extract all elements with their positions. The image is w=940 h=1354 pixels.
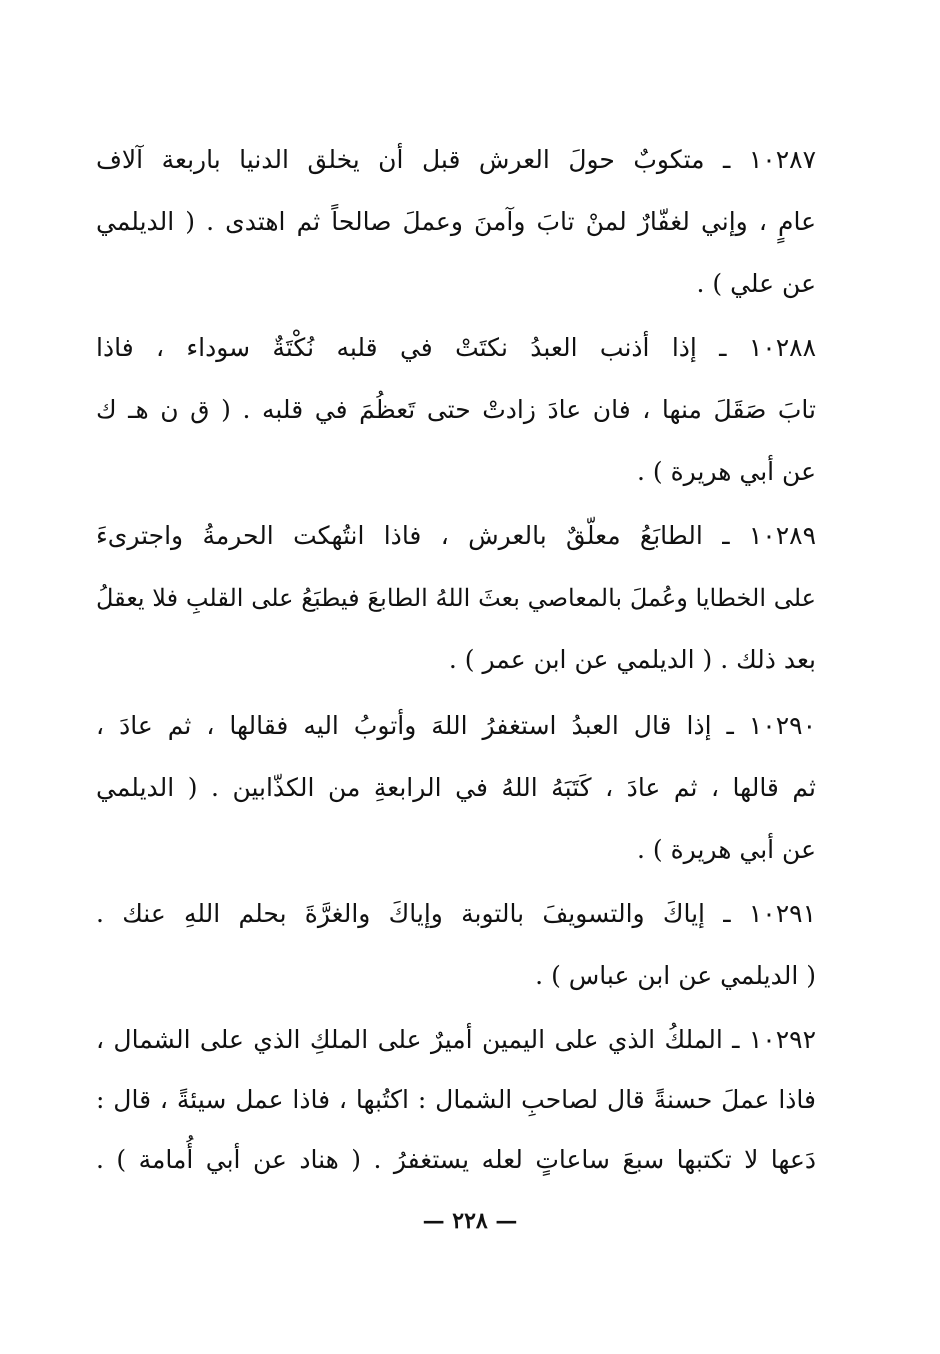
hadith-10292-line-3: دَعها لا تكتبها سبعَ ساعاتٍ لعله يستغفرُ . ( هناد عن أبي أُمامة ) . <box>96 1145 816 1174</box>
hadith-10287-line-2: عامٍ ، وإني لغفّارٌ لمنْ تابَ وآمنَ وعملَ صالحاً ثم اهتدى . ( الديلمي <box>96 207 816 236</box>
hadith-10290-line-1: ١٠٢٩٠ ـ إذا قال العبدُ استغفرُ اللهَ وأتوبُ اليه فقالها ، ثم عادَ ، <box>96 711 816 740</box>
hadith-10289-line-2: على الخطايا وعُملَ بالمعاصي بعثَ اللهُ الطابعَ فيطبَعُ على القلبِ فلا يعقلُ <box>96 584 816 612</box>
hadith-10292-line-1: ١٠٢٩٢ ـ الملكُ الذي على اليمين أميرٌ على الملكِ الذي على الشمال ، <box>96 1025 816 1054</box>
page-number: — ٢٢٨ — <box>422 1208 518 1234</box>
hadith-10289-line-3: بعد ذلك . ( الديلمي عن ابن عمر ) . <box>448 645 816 674</box>
hadith-10290-line-2: ثم قالها ، ثم عادَ ، كَتَبَهُ اللهُ في الرابعةِ من الكذّابين . ( الديلمي <box>96 773 816 802</box>
hadith-10287-line-3: عن علي ) . <box>696 269 816 298</box>
hadith-10288-line-3: عن أبي هريرة ) . <box>636 457 816 486</box>
hadith-10287-line-1: ١٠٢٨٧ ـ متكوبٌ حولَ العرش قبل أن يخلق الدنيا باربعة آلاف <box>96 145 816 174</box>
hadith-10291-line-2: ( الديلمي عن ابن عباس ) . <box>535 961 816 990</box>
hadith-10290-line-3: عن أبي هريرة ) . <box>636 835 816 864</box>
hadith-10289-line-1: ١٠٢٨٩ ـ الطابَعُ معلّقٌ بالعرش ، فاذا انتُهكت الحرمةُ واجترىءَ <box>96 521 816 550</box>
hadith-10288-line-1: ١٠٢٨٨ ـ إذا أذنب العبدُ نكتَتْ في قلبه نُكْتَةٌ سوداء ، فاذا <box>96 333 816 362</box>
hadith-10291-line-1: ١٠٢٩١ ـ إياكَ والتسويفَ بالتوبة وإياكَ والغرَّةَ بحلم اللهِ عنك . <box>96 899 816 928</box>
hadith-10288-line-2: تابَ صَقَلَ منها ، فان عادَ زادتْ حتى تَعظُمَ في قلبه . ( ق ن هـ ك <box>96 395 816 424</box>
hadith-10292-line-2: فاذا عملَ حسنةً قال لصاحبِ الشمال : اكتُبها ، فاذا عمل سيئةً ، قال : <box>96 1085 816 1114</box>
